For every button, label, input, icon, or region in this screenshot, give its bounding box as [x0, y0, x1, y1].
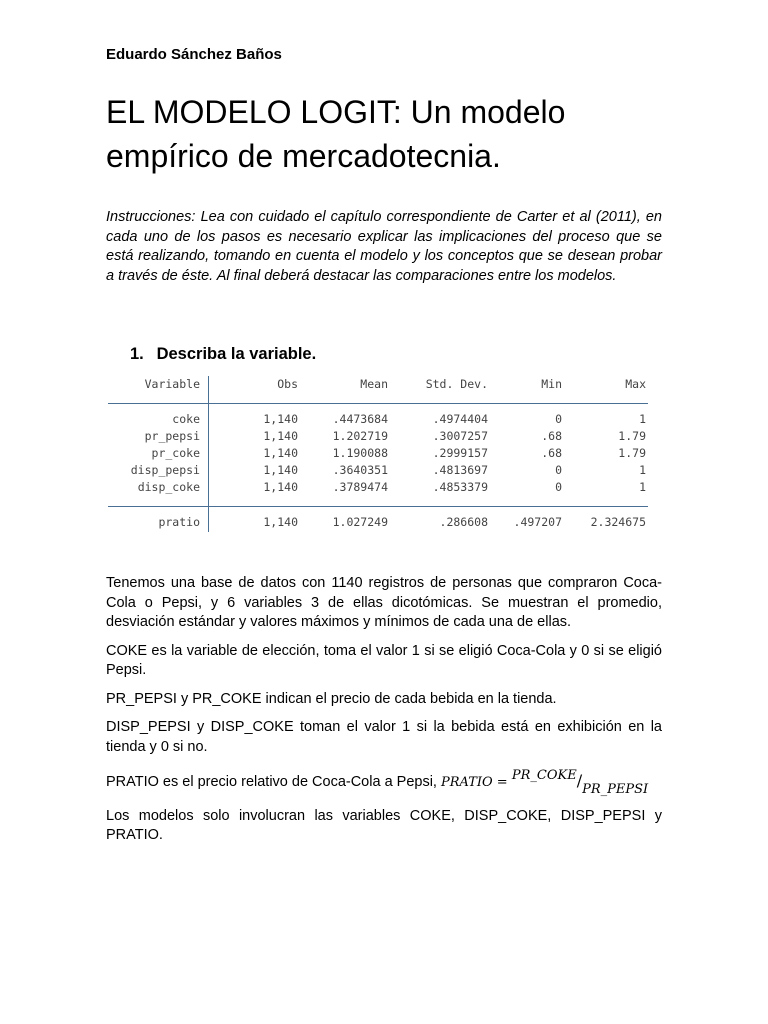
cell-max: 1.79 [618, 446, 646, 460]
cell-std-dev: .4813697 [432, 463, 488, 477]
cell-variable: pr_pepsi [144, 429, 200, 443]
section-heading [130, 345, 316, 364]
cell-std-dev: .4974404 [432, 412, 488, 426]
cell-mean: .3640351 [332, 463, 388, 477]
cell-variable: disp_pepsi [130, 463, 200, 477]
cell-max: 1 [639, 480, 646, 494]
header-max: Max [625, 377, 646, 391]
table-row [108, 479, 648, 496]
cell-min: .68 [541, 429, 562, 443]
paragraph: PR_PEPSI y PR_COKE indican el precio de cada bebida en la tienda. [106, 690, 557, 707]
table-row [108, 428, 648, 445]
cell-max: 1 [639, 463, 646, 477]
cell-mean: 1.027249 [332, 515, 388, 529]
paragraph: COKE es la variable de elección, toma el valor 1 si se eligió Coca-Cola y 0 si se eligió Pepsi. [106, 642, 662, 678]
cell-mean: 1.190088 [332, 446, 388, 460]
cell-variable: coke [172, 412, 200, 426]
cell-mean: .3789474 [332, 480, 388, 494]
table-header-row [108, 376, 648, 393]
cell-obs: 1,140 [263, 463, 298, 477]
pratio-text: PRATIO es el precio relativo de Coca-Cola a Pepsi, [106, 774, 437, 790]
paragraph: Los modelos solo involucran las variables COKE, DISP_COKE, DISP_PEPSI y PRATIO. [106, 807, 662, 843]
cell-obs: 1,140 [263, 515, 298, 529]
cell-min: .497207 [513, 515, 562, 529]
formula-denominator: PR_PEPSI [582, 782, 649, 797]
header-min: Min [541, 377, 562, 391]
cell-std-dev: .2999157 [432, 446, 488, 460]
cell-min: 0 [555, 480, 562, 494]
cell-min: 0 [555, 412, 562, 426]
header-std-dev: Std. Dev. [425, 377, 488, 391]
cell-variable: disp_coke [137, 480, 200, 494]
table-header-rule [108, 403, 648, 404]
formula-numerator: PR_COKE [511, 768, 577, 783]
table-separator-rule [108, 506, 648, 507]
table-row [108, 462, 648, 479]
cell-variable: pratio [158, 515, 200, 529]
section-number: 1. [130, 345, 144, 363]
paragraph: DISP_PEPSI y DISP_COKE toman el valor 1 si la bebida está en exhibición en la tienda y 0 si no. [106, 719, 662, 755]
cell-obs: 1,140 [263, 412, 298, 426]
header-mean: Mean [360, 377, 388, 391]
cell-min: 0 [555, 463, 562, 477]
section-title: Describa la variable. [156, 345, 317, 363]
table-row [108, 445, 648, 462]
summary-table [108, 376, 648, 531]
cell-std-dev: .4853379 [432, 480, 488, 494]
instructions-paragraph: Instrucciones: Lea con cuidado el capítulo correspondiente de Carter et al (2011), en cada uno de los pasos es necesario explicar las implicaciones del proceso que se está realizando, tomando en cuenta el modelo y los conceptos que se desean probar a través de éste. Al final deberá destacar las comparaciones entre los modelos. [106, 209, 662, 284]
cell-std-dev: .3007257 [432, 429, 488, 443]
cell-obs: 1,140 [263, 429, 298, 443]
document-title: EL MODELO LOGIT: Un modelo empírico de mercadotecnia. [106, 94, 566, 174]
cell-obs: 1,140 [263, 446, 298, 460]
cell-std-dev: .286608 [439, 515, 488, 529]
formula-slash: / [576, 771, 583, 790]
cell-max: 1 [639, 412, 646, 426]
author-name: Eduardo Sánchez Baños [106, 46, 282, 63]
formula-lhs: PRATIO = [441, 775, 508, 790]
cell-obs: 1,140 [263, 480, 298, 494]
header-variable: Variable [144, 377, 200, 391]
table-row [108, 514, 648, 531]
pratio-paragraph [106, 768, 662, 797]
body-text [106, 574, 662, 855]
header-obs: Obs [277, 377, 298, 391]
cell-max: 1.79 [618, 429, 646, 443]
cell-variable: pr_coke [151, 446, 200, 460]
table-row [108, 411, 648, 428]
cell-mean: .4473684 [332, 412, 388, 426]
paragraph: Tenemos una base de datos con 1140 registros de personas que compraron Coca-Cola o Pepsi, y 6 variables 3 de ellas dicotómicas. Se muestran el promedio, desviación estándar y valores máximos y mínimos de cada una de ellas. [106, 575, 662, 630]
cell-min: .68 [541, 446, 562, 460]
cell-mean: 1.202719 [332, 429, 388, 443]
cell-max: 2.324675 [590, 515, 646, 529]
pratio-formula [441, 768, 649, 797]
